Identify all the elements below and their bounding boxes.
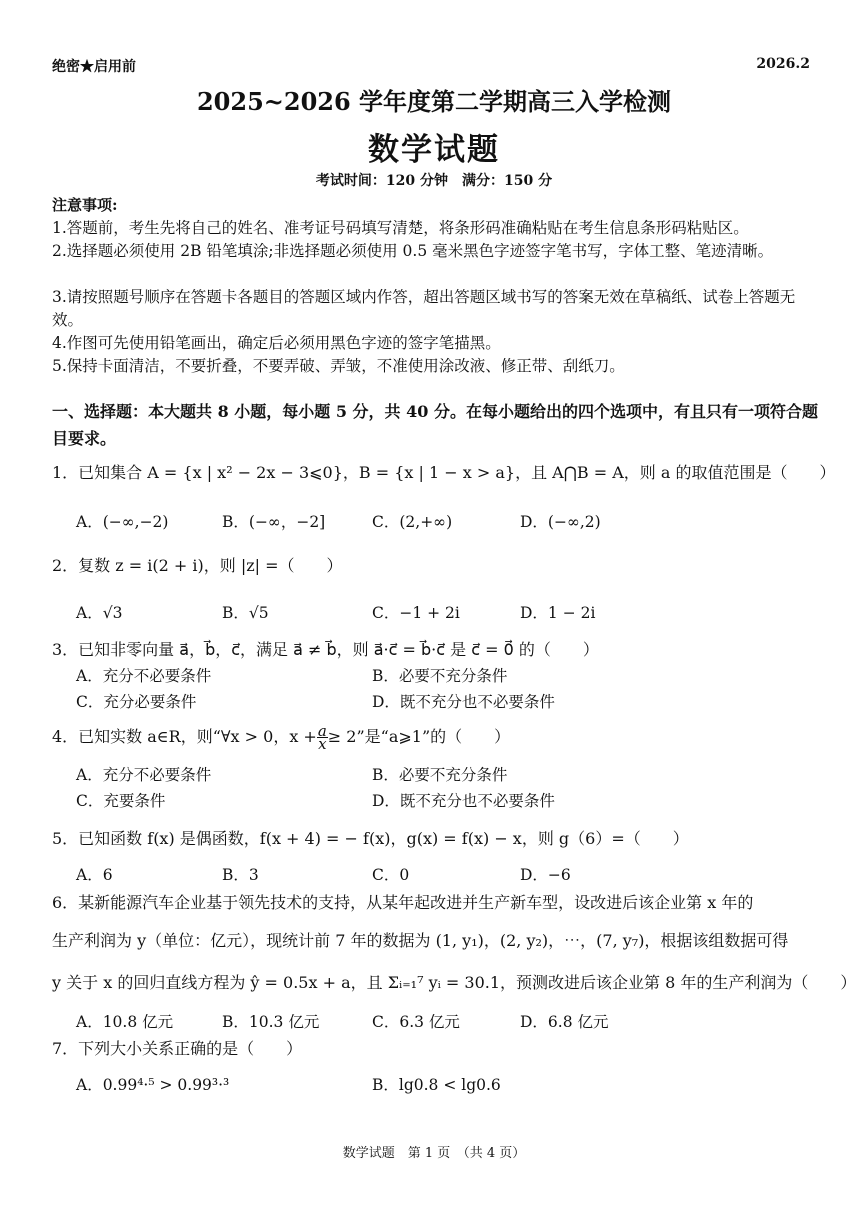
notice-item-3: 3.请按照题号顺序在答题卡各题目的答题区域内作答，超出答题区域书写的答案无效在草稿纸、试卷上答题无效。 xyxy=(52,288,796,329)
q7-option-a: A．0.99⁴·⁵ > 0.99³·³ xyxy=(76,1076,230,1094)
q1-option-a: A．(−∞,−2) xyxy=(76,513,169,531)
q6-option-c: C．6.3 亿元 xyxy=(372,1013,460,1031)
notice-item-4: 4.作图可先使用铅笔画出，确定后必须用黑色字迹的签字笔描黑。 xyxy=(52,334,501,352)
q3-option-b: B．必要不充分条件 xyxy=(372,667,508,685)
q1-option-c: C．(2,+∞) xyxy=(372,513,453,531)
q3-option-d: D．既不充分也不必要条件 xyxy=(372,693,555,711)
q1-option-b: B．(−∞，−2] xyxy=(222,513,326,531)
question-5-stem: 5．已知函数 f(x) 是偶函数，f(x + 4) = − f(x)，g(x) = f(x) − x，则 g（6）=（ ） xyxy=(52,829,689,848)
exam-title: 2025~2026 学年度第二学期高三入学检测 xyxy=(196,87,672,116)
question-6-line-3: y 关于 x 的回归直线方程为 ŷ = 0.5x + a，且 Σᵢ₌₁⁷ yᵢ = 30.1，预测改进后该企业第 8 年的生产利润为（ ） xyxy=(52,973,857,992)
q5-option-d: D．−6 xyxy=(520,866,571,884)
q2-option-b: B．√5 xyxy=(222,604,269,622)
q4-option-b: B．必要不充分条件 xyxy=(372,766,508,784)
q6-option-b: B．10.3 亿元 xyxy=(222,1013,320,1031)
q1-option-d: D．(−∞,2) xyxy=(520,513,601,531)
question-4-stem xyxy=(52,722,511,753)
question-2-stem: 2．复数 z = i(2 + i)，则 |z| =（ ） xyxy=(52,556,343,575)
q3-option-a: A．充分不必要条件 xyxy=(76,667,212,685)
q2-option-d: D．1 − 2i xyxy=(520,604,596,622)
confidential-label: 绝密★启用前 xyxy=(52,59,136,75)
exam-info: 考试时间：120 分钟 满分：150 分 xyxy=(315,173,553,189)
notice-heading: 注意事项: xyxy=(52,196,118,214)
q2-option-a: A．√3 xyxy=(76,604,123,622)
question-6-line-1: 6．某新能源汽车企业基于领先技术的支持，从某年起改进并生产新车型，设改进后该企业第 x 年的 xyxy=(52,893,754,912)
notice-item-2: 2.选择题必须使用 2B 铅笔填涂;非选择题必须使用 0.5 毫米黑色字迹签字笔书写，字体工整、笔迹清晰。 xyxy=(52,242,774,260)
q4-option-a: A．充分不必要条件 xyxy=(76,766,212,784)
q4-frac-denominator: x xyxy=(318,735,327,753)
q4-option-d: D．既不充分也不必要条件 xyxy=(372,792,555,810)
q4-stem-pre: 4．已知实数 a∈R，则“∀x > 0，x + xyxy=(52,727,317,746)
q6-option-a: A．10.8 亿元 xyxy=(76,1013,174,1031)
q6-option-d: D．6.8 亿元 xyxy=(520,1013,609,1031)
q4-fraction xyxy=(317,722,328,753)
q3-option-c: C．充分必要条件 xyxy=(76,693,197,711)
notice-item-1: 1.答题前，考生先将自己的姓名、准考证号码填写清楚，将条形码准确粘贴在考生信息条形码粘贴区。 xyxy=(52,219,749,237)
exam-date: 2026.2 xyxy=(756,56,810,72)
q2-option-c: C．−1 + 2i xyxy=(372,604,460,622)
q5-option-b: B．3 xyxy=(222,866,259,884)
question-1-stem: 1．已知集合 A = {x | x² − 2x − 3⩽0}，B = {x | 1 − x > a}，且 A⋂B = A，则 a 的取值范围是（ ） xyxy=(52,463,836,482)
q5-option-a: A．6 xyxy=(76,866,113,884)
section-heading: 一、选择题：本大题共 8 小题，每小题 5 分，共 40 分。在每小题给出的四个选项中，有且只有一项符合题目要求。 xyxy=(52,402,818,448)
q4-stem-post: ≥ 2”是“a⩾1”的（ ） xyxy=(327,727,511,746)
q5-option-c: C．0 xyxy=(372,866,410,884)
page-footer: 数学试题 第 1 页 （共 4 页） xyxy=(342,1146,526,1161)
q4-frac-numerator: a xyxy=(317,722,327,740)
q4-option-c: C．充要条件 xyxy=(76,792,166,810)
notice-item-5: 5.保持卡面清洁，不要折叠，不要弄破、弄皱，不准使用涂改液、修正带、刮纸刀。 xyxy=(52,357,625,375)
question-6-line-2: 生产利润为 y（单位：亿元），现统计前 7 年的数据为 (1, y₁)，(2, y₂)，⋯，(7, y₇)，根据该组数据可得 xyxy=(52,931,789,950)
subject-title: 数学试题 xyxy=(368,132,500,168)
question-3-stem: 3．已知非零向量 a⃗，b⃗，c⃗，满足 a⃗ ≠ b⃗，则 a⃗·c⃗ = b⃗·c⃗ 是 c⃗ = 0⃗ 的（ ） xyxy=(52,640,599,659)
q7-option-b: B．lg0.8 < lg0.6 xyxy=(372,1076,501,1094)
question-7-stem: 7．下列大小关系正确的是（ ） xyxy=(52,1039,303,1058)
